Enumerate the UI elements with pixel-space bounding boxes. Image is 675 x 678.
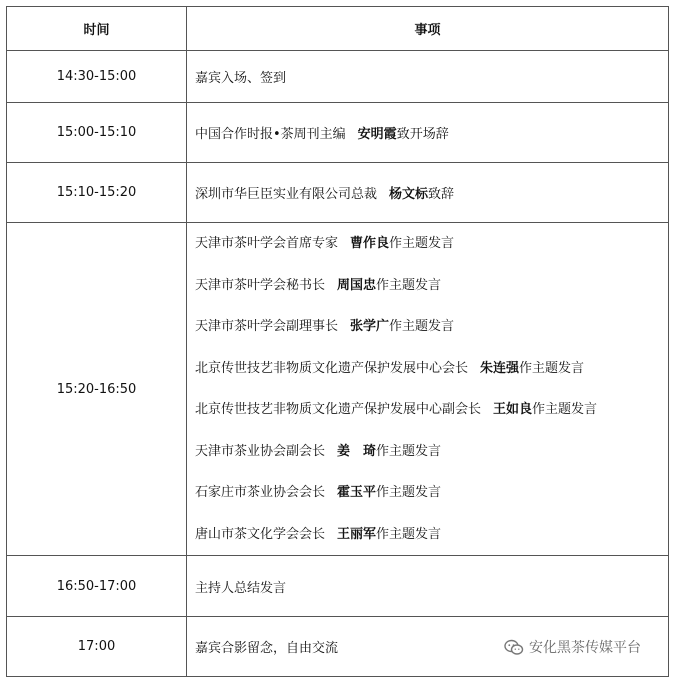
speaker-line: 天津市茶叶学会秘书长 周国忠作主题发言 — [195, 277, 442, 293]
item-text: 嘉宾入场、签到 — [195, 71, 287, 86]
speaker-line: 天津市茶叶学会副理事长 张学广作主题发言 — [195, 319, 455, 334]
watermark — [504, 636, 641, 658]
item-cell — [187, 51, 669, 103]
item-action: 致辞 — [428, 187, 455, 202]
speaker-line: 北京传世技艺非物质文化遗产保护发展中心会长 朱连强作主题发言 — [195, 360, 585, 376]
time-cell: 15:10-15:20 — [7, 163, 187, 223]
speaker-name: 王如良 — [493, 402, 533, 417]
item-action: 致开场辞 — [396, 127, 449, 142]
speaker-line: 天津市茶业协会副会长 姜 琦作主题发言 — [195, 443, 442, 459]
item-cell — [187, 556, 669, 617]
table-row — [7, 51, 669, 103]
table-row — [7, 163, 669, 223]
speaker-name: 王丽军 — [337, 526, 377, 542]
speaker-line: 北京传世技艺非物质文化遗产保护发展中心副会长 王如良作主题发言 — [195, 402, 598, 417]
item-cell — [187, 163, 669, 223]
speaker-name: 姜 琦 — [337, 443, 377, 459]
table-row — [7, 556, 669, 617]
item-role: 深圳市华巨臣实业有限公司总裁 — [195, 187, 378, 202]
header-item: 事项 — [187, 7, 669, 51]
time-cell: 14:30-15:00 — [7, 51, 187, 103]
time-cell: 17:00 — [7, 617, 187, 677]
item-text: 主持人总结发言 — [195, 580, 287, 596]
header-time: 时间 — [7, 7, 187, 51]
schedule-table — [6, 6, 669, 677]
table-row — [7, 103, 669, 163]
speaker-name: 曹作良 — [350, 236, 390, 251]
speaker-line: 石家庄市茶业协会会长 霍玉平作主题发言 — [195, 485, 442, 500]
watermark-text: 安化黑茶传媒平台 — [529, 640, 641, 656]
time-cell: 15:20-16:50 — [7, 223, 187, 556]
speaker-name: 霍玉平 — [337, 485, 377, 500]
item-cell — [187, 223, 669, 556]
item-text: 嘉宾合影留念，自由交流 — [195, 641, 339, 656]
wechat-icon — [504, 639, 524, 656]
speaker-name: 张学广 — [350, 319, 390, 334]
speaker-name: 周国忠 — [337, 277, 377, 293]
table-row — [7, 223, 669, 556]
speaker-line: 天津市茶叶学会首席专家 曹作良作主题发言 — [195, 236, 455, 251]
speaker-name: 安明霞 — [357, 127, 397, 142]
time-cell: 15:00-15:10 — [7, 103, 187, 163]
header-row — [7, 7, 669, 51]
speaker-name: 朱连强 — [480, 360, 520, 376]
speaker-name: 杨文标 — [389, 187, 429, 202]
time-cell: 16:50-17:00 — [7, 556, 187, 617]
item-role: 中国合作时报•茶周刊主编 — [195, 127, 346, 142]
speaker-line: 唐山市茶文化学会会长 王丽军作主题发言 — [195, 526, 442, 542]
item-cell — [187, 103, 669, 163]
